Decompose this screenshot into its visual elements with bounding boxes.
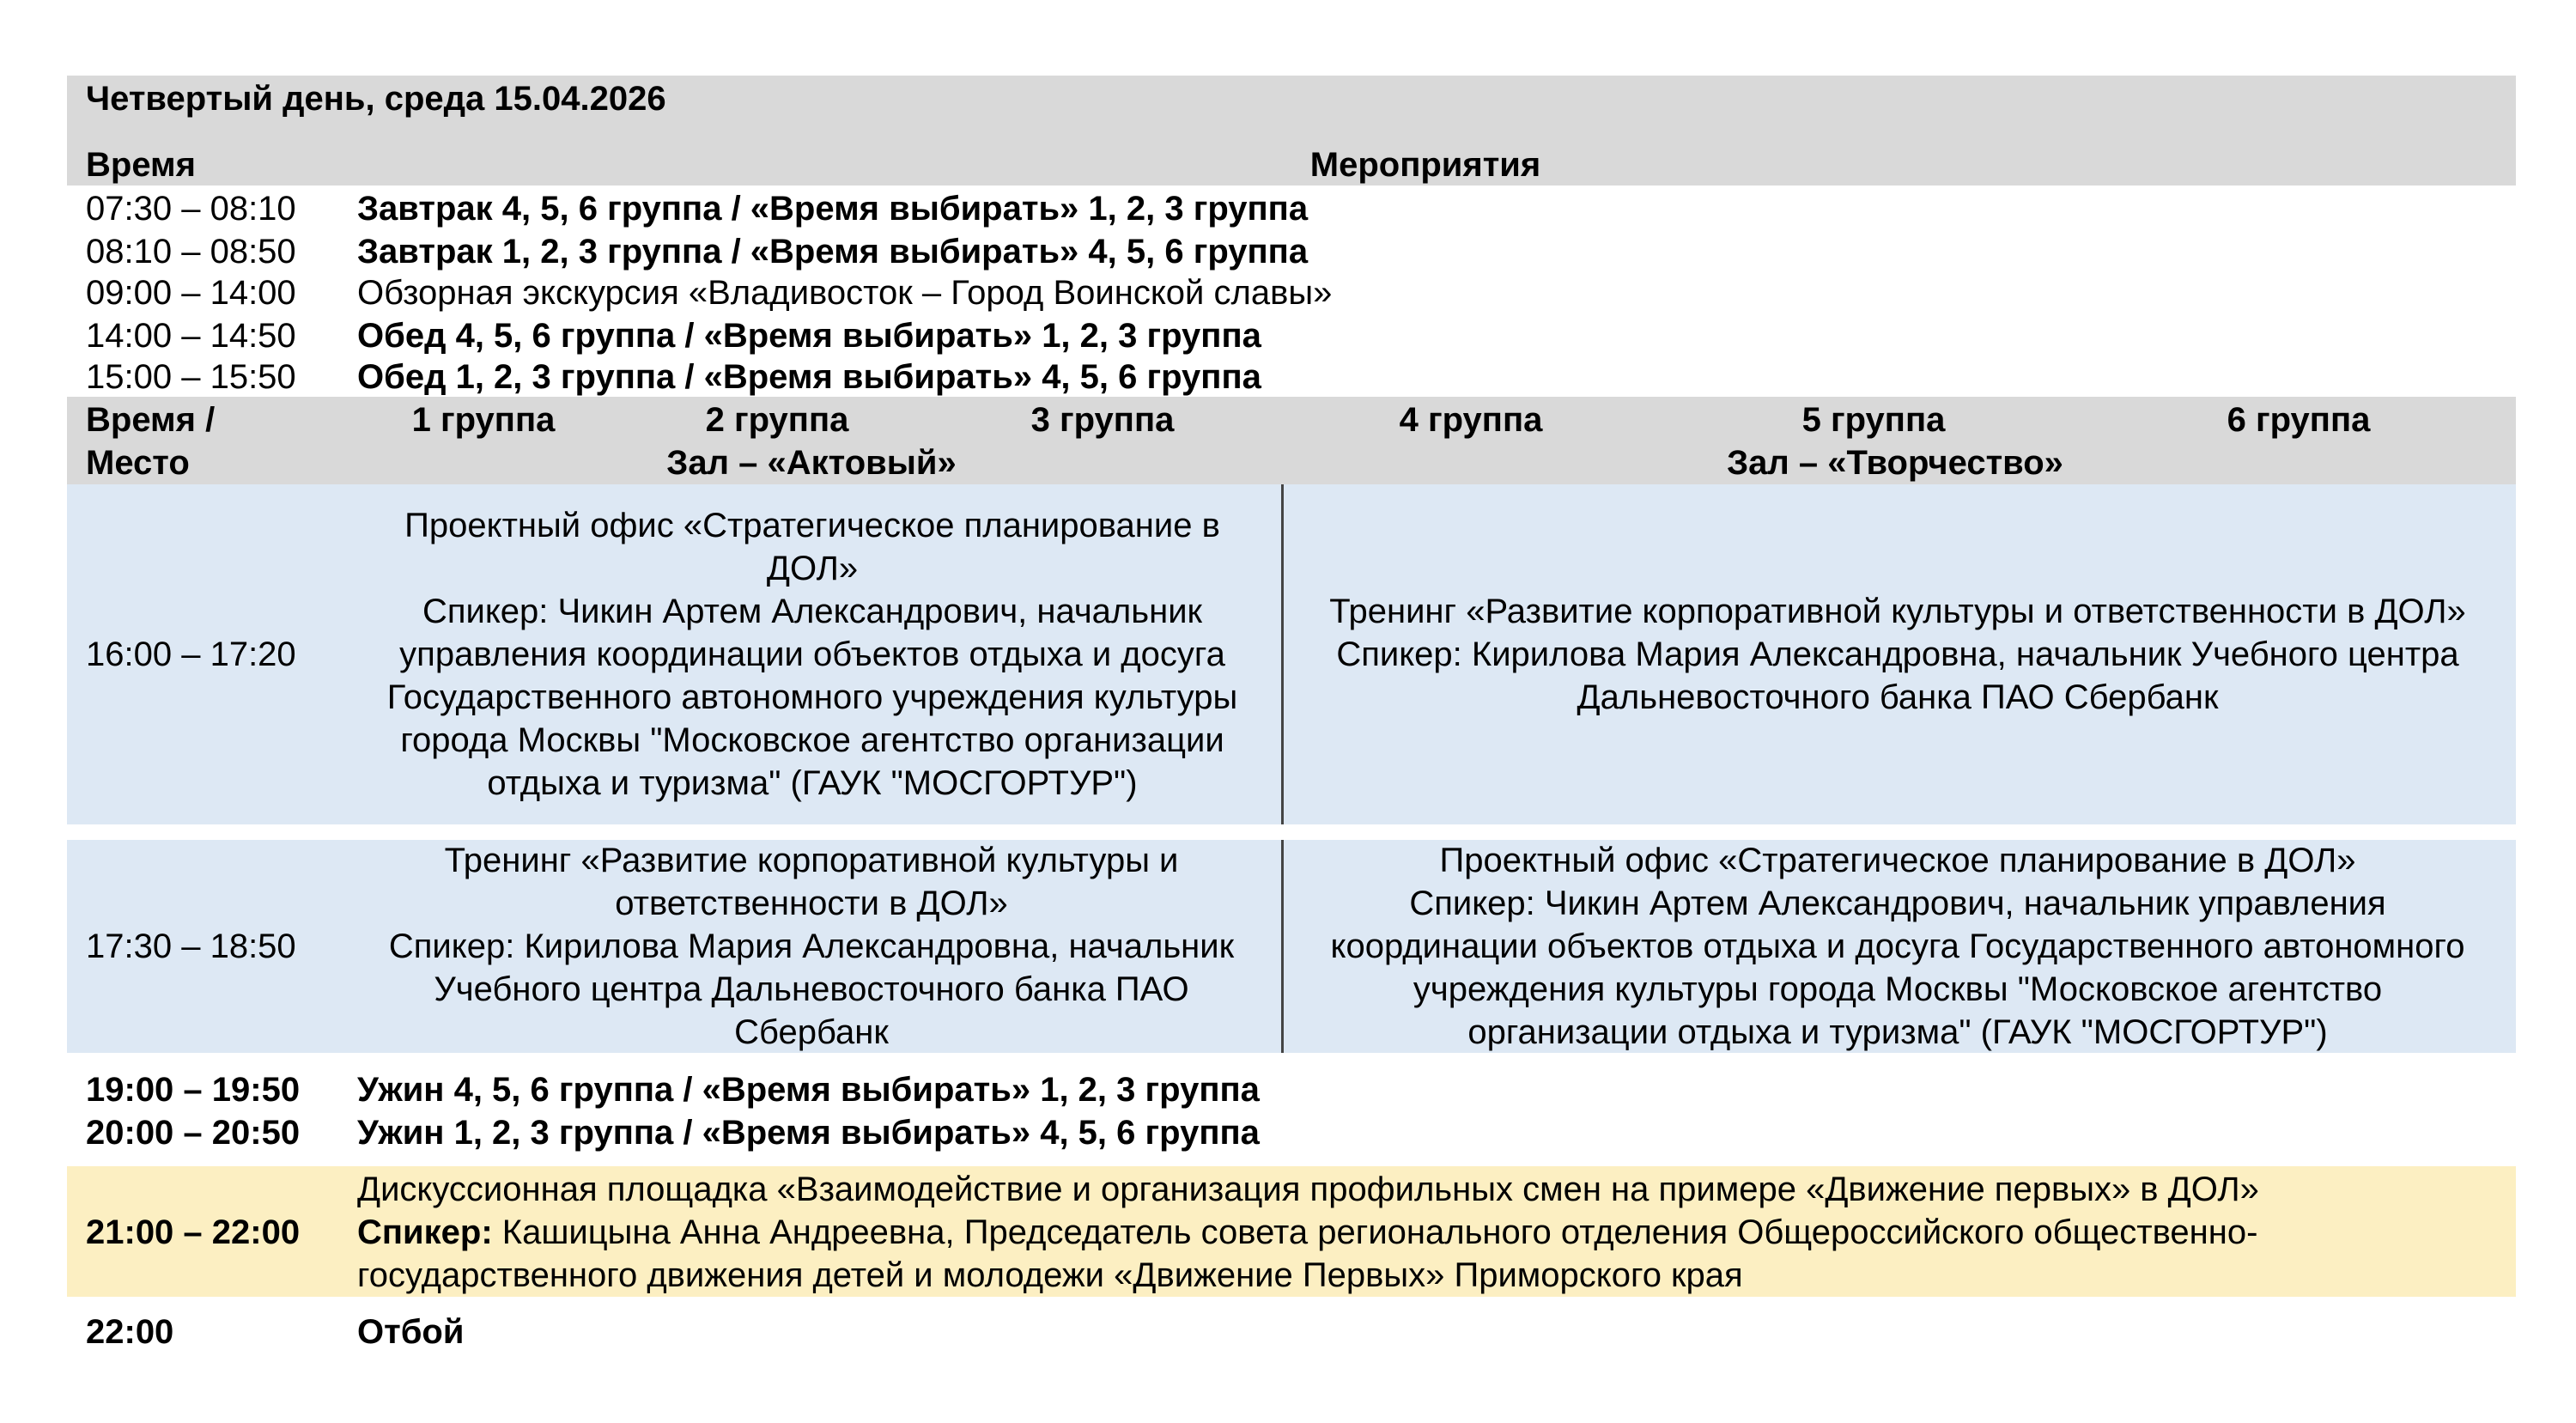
session-2-right-cell (1322, 840, 2473, 1053)
session-2-left-cell (378, 840, 1245, 1053)
discussion-speaker-text: Кашицына Анна Андреевна, Председатель совета регионального отделения Общероссийского общественно- (492, 1213, 2258, 1251)
session-1-time: 16:00 – 17:20 (86, 635, 296, 673)
day-title: Четвертый день, среда 15.04.2026 (86, 80, 666, 118)
header-events: Мероприятия (1309, 146, 1541, 184)
discussion-time: 21:00 – 22:00 (86, 1213, 301, 1251)
evening-time-1: 19:00 – 19:50 (86, 1071, 301, 1109)
lights-out-event: Отбой (357, 1313, 465, 1351)
morning-event-4: Обед 4, 5, 6 группа / «Время выбирать» 1, 2, 3 группа (357, 317, 1261, 355)
evening-time-2: 20:00 – 20:50 (86, 1114, 301, 1152)
header-time: Время (86, 146, 196, 184)
session-2-divider (1281, 840, 1284, 1053)
time-place-label-2: Место (86, 444, 190, 482)
session-2-left-speaker (378, 925, 1245, 1054)
speaker-text: : Чикин Артем Александрович, начальник управления координации объектов отдыха и досуга Государственного автономного учреждения культуры города Москвы "Московское агентство организации отдыха и туризма" (ГАУК "МОСГОРТУР") (386, 593, 1238, 802)
session-2-time: 17:30 – 18:50 (86, 927, 296, 965)
hall-left-label: Зал – «Актовый» (666, 444, 957, 482)
group-6-label: 6 группа (2227, 401, 2371, 439)
discussion-speaker-line-1 (357, 1211, 2257, 1254)
morning-event-2: Завтрак 1, 2, 3 группа / «Время выбирать» 4, 5, 6 группа (357, 233, 1309, 271)
group-1-label: 1 группа (411, 401, 556, 439)
speaker-text: : Кирилова Мария Александровна, начальник Учебного центра Дальневосточного банка ПАО Сбербанк (1452, 635, 2459, 716)
morning-time-4: 14:00 – 14:50 (86, 317, 296, 355)
session-1-divider (1281, 484, 1284, 824)
morning-time-5: 15:00 – 15:50 (86, 358, 296, 396)
session-1-left-title: Проектный офис «Стратегическое планирование в ДОЛ» (404, 507, 1220, 587)
session-1-right-title: Тренинг «Развитие корпоративной культуры и ответственности в ДОЛ» (1329, 593, 2466, 630)
hall-right-label: Зал – «Творчество» (1727, 444, 2063, 482)
evening-event-2: Ужин 1, 2, 3 группа / «Время выбирать» 4, 5, 6 группа (357, 1114, 1260, 1152)
morning-time-3: 09:00 – 14:00 (86, 274, 296, 312)
speaker-text: : Чикин Артем Александрович, начальник управления координации объектов отдыха и досуга Государственного автономного учреждения культуры города Москвы "Московское агентство организации отдыха и туризма" (ГАУК "МОСГОРТУР") (1330, 885, 2465, 1051)
session-2-left-title: Тренинг «Развитие корпоративной культуры и ответственности в ДОЛ» (444, 842, 1179, 922)
speaker-label: Спикер (422, 593, 539, 630)
morning-event-1: Завтрак 4, 5, 6 группа / «Время выбирать» 1, 2, 3 группа (357, 190, 1309, 228)
session-1-left-speaker (357, 590, 1267, 805)
morning-event-5: Обед 1, 2, 3 группа / «Время выбирать» 4, 5, 6 группа (357, 358, 1261, 396)
session-2-right-speaker (1322, 882, 2473, 1054)
speaker-label: Спикер (388, 927, 506, 965)
evening-event-1: Ужин 4, 5, 6 группа / «Время выбирать» 1, 2, 3 группа (357, 1071, 1260, 1109)
group-3-label: 3 группа (1030, 401, 1175, 439)
morning-time-2: 08:10 – 08:50 (86, 233, 296, 271)
group-5-label: 5 группа (1801, 401, 1946, 439)
session-1-right-cell (1314, 484, 2482, 824)
discussion-speaker-line-2: государственного движения детей и молодежи «Движение Первых» Приморского края (357, 1256, 1743, 1294)
speaker-label: Спикер (1409, 885, 1526, 922)
group-2-label: 2 группа (705, 401, 849, 439)
discussion-speaker-label: Спикер: (357, 1213, 493, 1251)
lights-out-time: 22:00 (86, 1313, 174, 1351)
session-1-right-speaker (1314, 633, 2482, 719)
session-2-right-title: Проектный офис «Стратегическое планирование в ДОЛ» (1439, 842, 2356, 879)
discussion-title: Дискуссионная площадка «Взаимодействие и организация профильных смен на примере «Движение первых» в ДОЛ» (357, 1171, 2259, 1208)
speaker-label: Спикер (1336, 635, 1453, 673)
morning-event-3: Обзорная экскурсия «Владивосток – Город Воинской славы» (357, 274, 1333, 312)
speaker-text: : Кирилова Мария Александровна, начальник Учебного центра Дальневосточного банка ПАО Сбербанк (434, 927, 1235, 1051)
morning-time-1: 07:30 – 08:10 (86, 190, 296, 228)
time-place-label-1: Время / (86, 401, 216, 439)
session-1-left-cell (357, 484, 1267, 824)
group-4-label: 4 группа (1399, 401, 1543, 439)
